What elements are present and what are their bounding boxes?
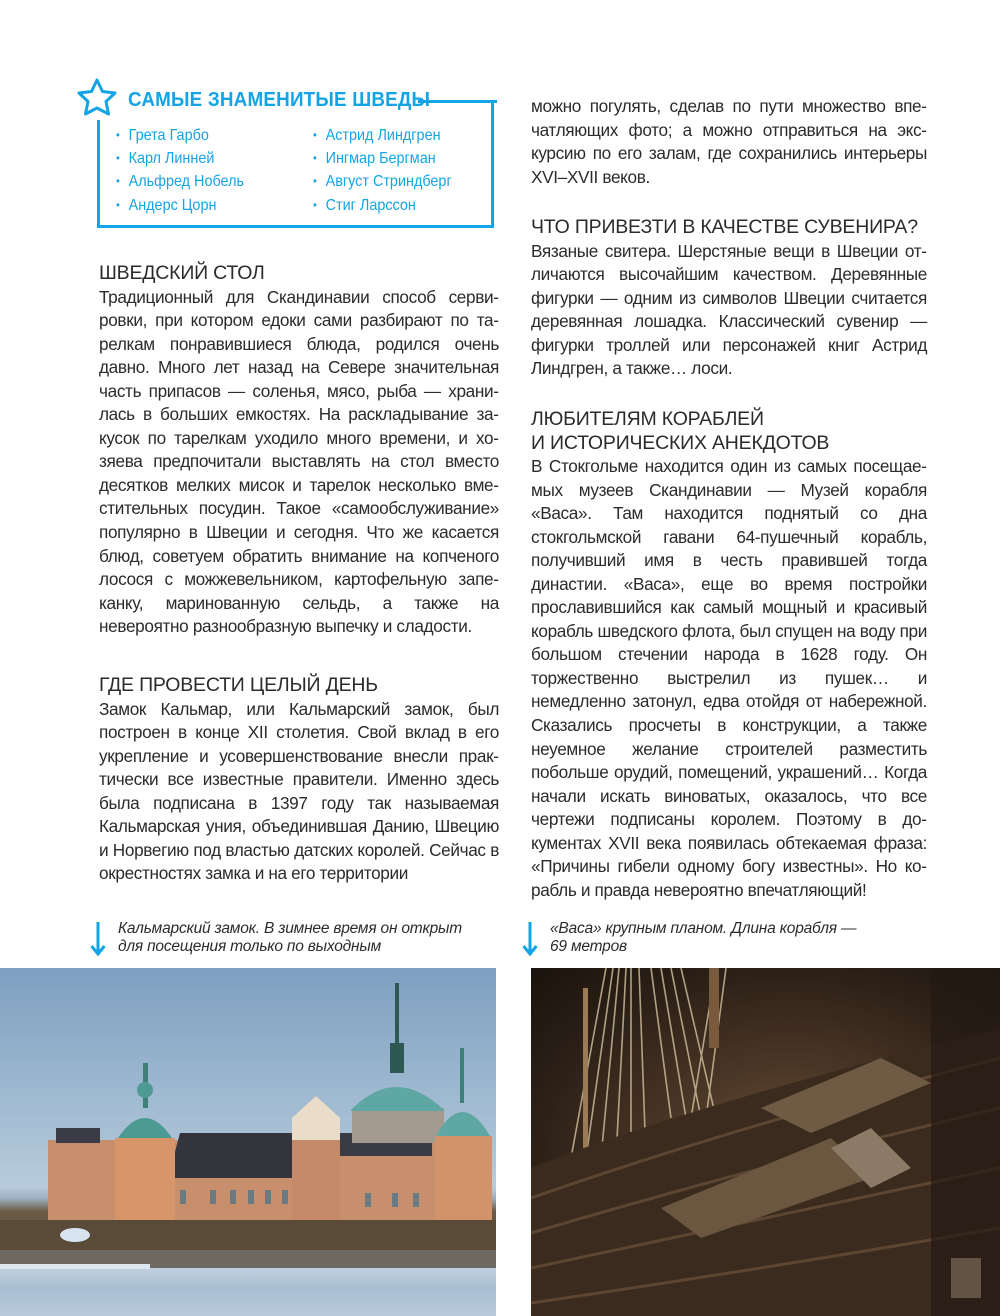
section-full-day	[99, 674, 499, 886]
section-souvenirs	[531, 216, 927, 381]
caption-castle: Кальмарский замок. В зимнее время он открыт для посещения только по выходным	[118, 920, 462, 955]
section-heading: ШВЕДСКИЙ СТОЛ	[99, 262, 265, 284]
arrow-down-icon	[522, 921, 538, 957]
arrow-down-icon	[90, 921, 106, 957]
section-body: Вязаные свитера. Шерстяные вещи в Швеции отличаются высочайшим качеством. Деревянные фигурки — одним из символов Швеции считается деревянная лошадка. Классический сувенир — фигурки троллей или персонажей книг Астрид Линдгрен, а также… лоси.	[531, 240, 927, 379]
section-body: Традиционный для Скандинавии способ сервировки, при котором едоки сами разбирают по тарелкам понравившиеся блюда, родился очень давно. Много лет назад на Севере значительная часть припасов — соленья, мясо, рыба — хранилась в больших емкостях. На раскладывание закусок по тарелкам уходило много времени, и хозяева предпочитали выставлять на стол вместо десятков мелких мисок и тарелок несколько вместительных посудин. Такое «самообслуживание» популярно в Швеции и сегодня. Что же касается блюд, советуем обратить внимание на копченого лосося с можжевельником, картофельную запеканку, маринованную сельдь, а также на невероятно разнообразную выпечку и сладости.	[99, 286, 499, 637]
section-ships	[531, 408, 927, 902]
star-outline-icon	[74, 76, 120, 120]
caption-ship: «Васа» крупным планом. Длина корабля — 69 метров	[550, 920, 857, 955]
bullet: •	[116, 174, 120, 189]
section-body-continuation: можно погулять, сделав по пути множество впечатляющих фото; а можно отправиться на экскурсию по его залам, где сохранились интерьеры XVI–XVII веков.	[531, 96, 927, 187]
list-item: • Август Стриндберг	[313, 170, 452, 193]
list-item: • Андерс Цорн	[116, 194, 244, 217]
famous-swedes-list-left	[116, 124, 258, 217]
list-item: • Стиг Ларссон	[313, 194, 452, 217]
bullet: •	[313, 197, 317, 212]
photo-kalmar-castle	[0, 968, 496, 1316]
list-item: • Ингмар Бергман	[313, 147, 452, 170]
bullet: •	[116, 151, 120, 166]
list-item: • Грета Гарбо	[116, 124, 244, 147]
bullet: •	[313, 174, 317, 189]
photo-vasa-ship	[531, 968, 1000, 1316]
section-body: В Стокгольме находится один из самых посещаемых музеев Скандинавии — Музей корабля «Васа». Там находится поднятый со дна стокгольмской гавани 64-пушечный корабль, получивший имя в честь правившей тогда династии. «Васа», еще во время постройки прославившийся как самый мощный и красивый корабль шведского флота, был спущен на воду при большом стечении народа в 1628 году. Он торжественно выстрелил из пушек… и немедленно затонул, едва отойдя от набережной. Сказались просчеты в конструкции, а также неуемное желание строителей разместить побольше орудий, помещений, украшений… Когда начали искать виноватых, оказалось, что все чертежи подписаны королем. Поэтому в документах XVII века появилась обтекаемая фраза: «Причины гибели одному богу известны». Но корабль и правда невероятно впечатляющий!	[531, 456, 927, 900]
famous-swedes-title: САМЫЕ ЗНАМЕНИТЫЕ ШВЕДЫ	[128, 88, 431, 111]
list-item: • Альфред Нобель	[116, 170, 244, 193]
section-heading: ЛЮБИТЕЛЯМ КОРАБЛЕЙ И ИСТОРИЧЕСКИХ АНЕКДОТОВ	[531, 408, 830, 454]
famous-swedes-list-right	[313, 124, 467, 217]
bullet: •	[116, 128, 120, 142]
section-heading: ЧТО ПРИВЕЗТИ В КАЧЕСТВЕ СУВЕНИРА?	[531, 216, 918, 238]
section-body: Замок Кальмар, или Кальмарский замок, был построен в конце XII столетия. Свой вклад в его укрепление и усовершенствование внесли практически все известные правители. Именно здесь была подписана в 1397 году так называемая Кальмарская уния, объединившая Данию, Швецию и Норвегию под властью датских королей. Сейчас в окрестностях замка и на его территории	[99, 698, 499, 884]
bullet: •	[313, 151, 317, 166]
list-item: • Астрид Линдгрен	[313, 124, 452, 147]
bullet: •	[116, 197, 120, 212]
section-smorgasbord	[99, 262, 499, 639]
section-full-day-continuation	[531, 95, 927, 189]
section-heading: ГДЕ ПРОВЕСТИ ЦЕЛЫЙ ДЕНЬ	[99, 674, 378, 696]
bullet: •	[313, 128, 317, 142]
list-item: • Карл Линней	[116, 147, 244, 170]
